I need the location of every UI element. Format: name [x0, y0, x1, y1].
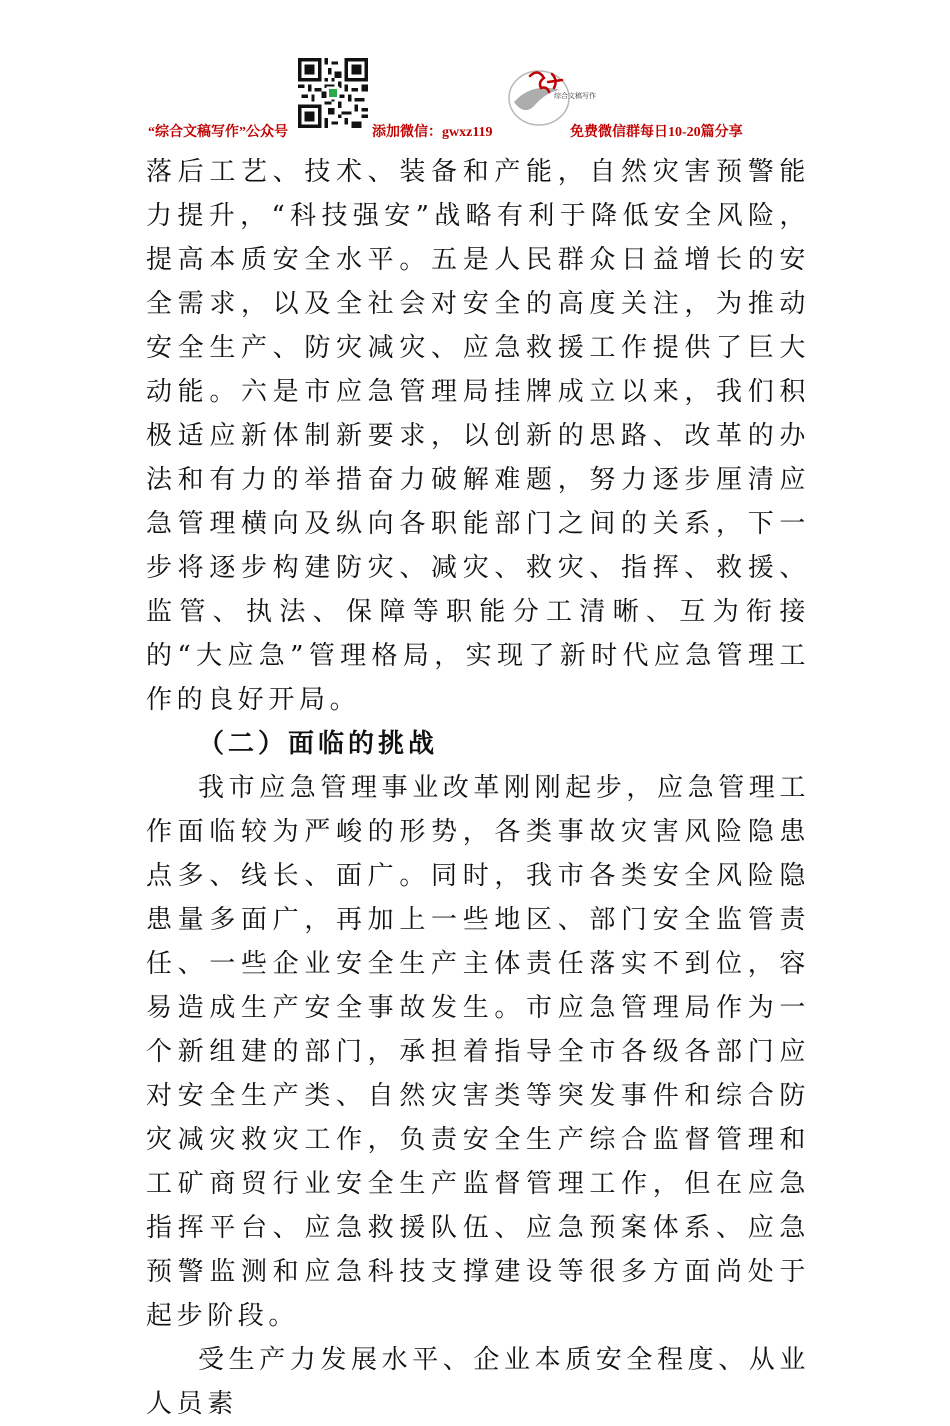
account-label: “综合文稿写作”公众号	[148, 125, 288, 140]
section-heading: （二）面临的挑战	[198, 729, 439, 759]
paragraph-challenges: 我市应急管理事业改革刚刚起步，应急管理工作面临较为严峻的形势，各类事故灾害风险隐患点多、线长、面广。同时，我市各类安全风险隐患量多面广，再加上一些地区、部门安全监管责任、一些企业安全生产主体责任落实不到位，容易造成生产安全事故发生。市应急管理局作为一个新组建的部门，承担着指导全市各级各部门应对安全生产类、自然灾害类等突发事件和综合防灾减灾救灾工作，负责安全生产综合监督管理和工矿商贸行业安全生产监督管理工作，但在应急指挥平台、应急救援队伍、应急预案体系、应急预警监测和应急科技支撑建设等很多方面尚处于起步阶段。	[146, 773, 811, 1331]
qr-code-icon	[298, 58, 368, 128]
paragraph-continued: 落后工艺、技术、装备和产能，自然灾害预警能力提升，“科技强安”战略有利于降低安全风险，提高本质安全水平。五是人民群众日益增长的安全需求，以及全社会对安全的高度关注，为推动安全生产、防灾减灾、应急救援工作提供了巨大动能。六是市应急管理局挂牌成立以来，我们积极适应新体制新要求，以创新的思路、改革的办法和有力的举措奋力破解难题，努力逐步厘清应急管理横向及纵向各职能部门之间的关系，下一步将逐步构建防灾、减灾、救灾、指挥、救援、监管、执法、保障等职能分工清晰、互为衔接的“大应急”管理格局，实现了新时代应急管理工作的良好开局。	[146, 157, 810, 715]
share-info-label: 免费微信群每日10-20篇分享	[570, 125, 743, 140]
paragraph-factors: 受生产力发展水平、企业本质安全程度、从业人员素	[146, 1345, 811, 1419]
page-header	[0, 0, 950, 140]
document-body	[146, 150, 810, 1426]
brand-logo-icon	[502, 62, 596, 128]
logo-text: 综合文稿写作	[554, 92, 596, 100]
wechat-id-label: 添加微信：gwxz119	[372, 125, 493, 140]
